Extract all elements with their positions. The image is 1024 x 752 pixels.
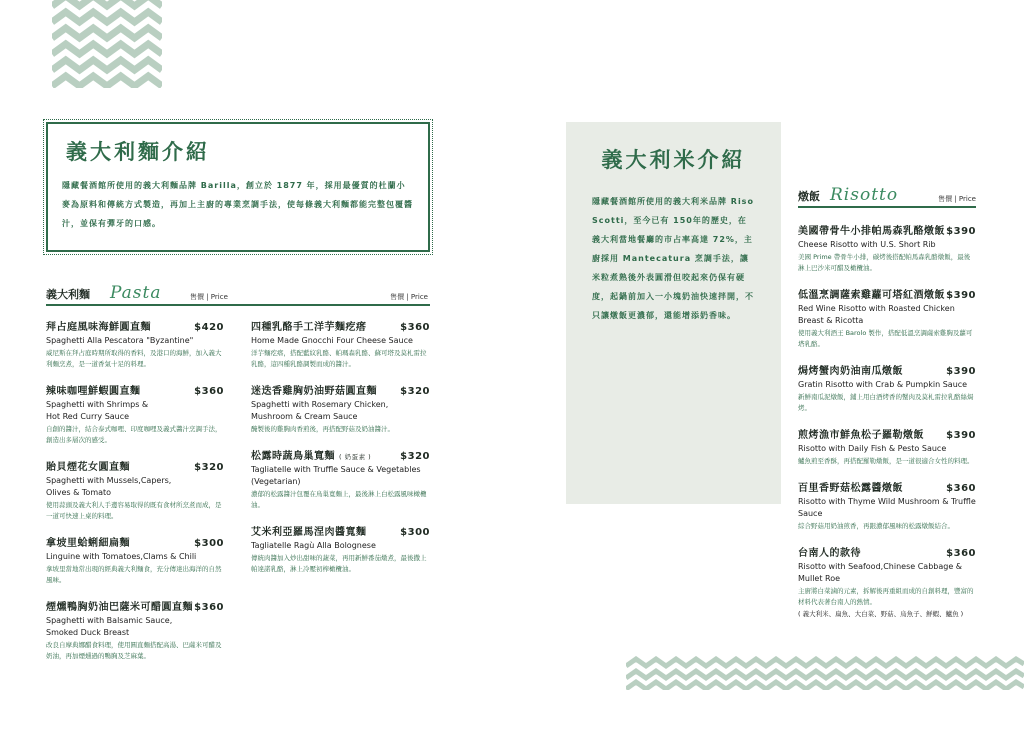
item-english-name: Risotto with Thyme Wild Mushroom & Truffle Sauce xyxy=(798,497,976,518)
menu-item xyxy=(798,544,976,620)
menu-item xyxy=(46,382,224,446)
item-description: 改良自摩典娜醋食料理，使用圓直麵搭配高湯、巴薩米可醋及奶油，再加煙燻過的鴨胸及芝麻葉。 xyxy=(46,641,222,660)
pasta-intro-box xyxy=(46,122,430,252)
pasta-section-header xyxy=(46,284,430,306)
item-english-name: Spaghetti with Balsamic Sauce, Smoked Duck Breast xyxy=(46,616,173,637)
item-english-name: Spaghetti Alla Pescatora "Byzantine" xyxy=(46,336,194,345)
item-price: $360 xyxy=(194,602,224,613)
item-description: 鱸魚煎至香酥，再搭配羅勒燉飯，是一道很適合女性的料理。 xyxy=(798,457,974,465)
item-name: 辣味咖哩鮮蝦圓直麵 xyxy=(46,386,141,397)
item-description: 綜合野菇用奶油煎香，再跟濃郁風味的松露燉飯結合。 xyxy=(798,522,954,530)
risotto-title-en: Risotto xyxy=(830,185,899,205)
item-price: $390 xyxy=(946,290,976,301)
item-english-name: Spaghetti with Shrimps & Hot Red Curry Sauce xyxy=(46,400,149,421)
pasta-intro-text: 隱藏餐酒館所使用的義大利麵品牌 Barilla，創立於 1877 年，採用最優質的杜蘭小麥為原料和傳統方式製造，再加上主廚的專業烹調手法，使每條義大利麵都能完整包覆醬汁，並保有彈牙的口感。 xyxy=(62,181,413,228)
item-name: 美國帶骨牛小排帕馬森乳酪燉飯 xyxy=(798,226,945,237)
item-english-name: Tagliatelle with Truffle Sauce & Vegetables (Vegetarian) xyxy=(251,465,421,486)
menu-item xyxy=(46,534,224,586)
item-name: 煎烤漁市鮮魚松子羅勒燉飯 xyxy=(798,430,924,441)
item-english-name: Risotto with Daily Fish & Pesto Sauce xyxy=(798,444,947,453)
menu-item xyxy=(798,362,976,414)
item-name: 焗烤蟹肉奶油南瓜燉飯 xyxy=(798,366,903,377)
item-description: 傳統肉醬加入炒出甜味的蔬菜，再用新鮮番茄燉煮，最後撒上帕達諾乳酪，淋上冷壓初榨橄欖油。 xyxy=(251,554,427,573)
menu-item xyxy=(46,318,224,370)
item-price: $390 xyxy=(946,226,976,237)
item-english-name: Gratin Risotto with Crab & Pumpkin Sauce xyxy=(798,380,968,389)
menu-item xyxy=(798,286,976,350)
menu-item xyxy=(798,479,976,532)
item-name: 貽貝煙花女圓直麵 xyxy=(46,462,130,473)
item-name xyxy=(251,447,371,462)
pasta-title-en: Pasta xyxy=(110,283,162,303)
item-name: 低溫烹調薩索雞蘿可塔紅酒燉飯 xyxy=(798,290,945,301)
item-english-name: Home Made Gnocchi Four Cheese Sauce xyxy=(251,336,413,345)
item-description: 拿坡里當地常出現的經典義大利麵食，充分傳達出海洋的自然風味。 xyxy=(46,565,222,584)
item-english-name: Red Wine Risotto with Roasted Chicken Breast & Ricotta xyxy=(798,304,955,325)
item-description: 新鮮南瓜泥燉飯，鋪上用白酒烤香的蟹肉及莫札雷拉乳酪絲焗烤。 xyxy=(798,393,974,412)
item-description: 美國 Prime 帶骨牛小排，碳烤後搭配帕馬森乳酪燉飯，最後淋上巴沙米可醋及橄欖油。 xyxy=(798,253,971,272)
menu-item xyxy=(798,222,976,274)
item-price: $300 xyxy=(400,527,430,538)
item-english-name: Linguine with Tomatoes,Clams & Chili xyxy=(46,552,197,561)
risotto-intro-title: 義大利米介紹 xyxy=(601,148,746,172)
item-ingredients-note: ( 義大利米、扁魚、大白菜、野菇、烏魚子、鮮蝦、鱸魚 ) xyxy=(798,610,964,618)
pasta-left-column xyxy=(46,318,224,674)
item-price: $360 xyxy=(400,322,430,333)
item-description: 洋芋麵疙瘩，搭配藍紋乳酪、帕瑪森乳酪、蘇可塔及莫札雷拉乳酪，這四種乳酪調製而成的醬汁。 xyxy=(251,349,427,368)
item-name: 拜占庭風味海鮮圓直麵 xyxy=(46,322,151,333)
vegetarian-tag: ( 奶蛋素 ) xyxy=(338,453,372,461)
menu-item xyxy=(251,318,430,370)
item-price: $360 xyxy=(946,483,976,494)
pasta-intro-title: 義大利麵介紹 xyxy=(66,140,210,164)
item-price: $300 xyxy=(194,538,224,549)
chevron-pattern-bottom xyxy=(626,656,1024,690)
item-description: 濃郁的松露醬汁包覆在鳥巢寬麵上，最後淋上白松露風味橄欖油。 xyxy=(251,490,427,509)
item-name: 台南人的款待 xyxy=(798,548,861,559)
item-name: 百里香野菇松露醬燉飯 xyxy=(798,483,903,494)
menu-item xyxy=(251,447,430,511)
risotto-column xyxy=(798,222,976,632)
item-name: 艾米利亞羅馬涅肉醬寬麵 xyxy=(251,527,367,538)
item-description: 使用義大利酒王 Barolo 製作，搭配低溫烹調薩索雞胸及蘿可塔乳酪。 xyxy=(798,329,973,348)
item-price: $420 xyxy=(194,322,224,333)
item-description: 自創的醬汁，結合泰式咖哩、印度咖哩及義式醬汁烹調手法，創造出多層次的感受。 xyxy=(46,425,222,444)
item-price: $360 xyxy=(194,386,224,397)
item-name: 煙燻鴨胸奶油巴薩米可醋圓直麵 xyxy=(46,602,193,613)
item-description: 威尼斯在拜占庭時期所取得的香料，及港口的海鮮，加入義大利麵烹煮，是一道香氣十足的料理。 xyxy=(46,349,222,368)
item-price: $320 xyxy=(194,462,224,473)
item-name: 拿坡里蛤蜊細扁麵 xyxy=(46,538,130,549)
menu-item xyxy=(46,458,224,522)
menu-item xyxy=(798,426,976,467)
item-name: 迷迭香雞胸奶油野菇圓直麵 xyxy=(251,386,377,397)
item-price: $320 xyxy=(400,386,430,397)
risotto-intro-panel xyxy=(566,122,781,504)
risotto-price-label: 售價 | Price xyxy=(938,195,976,203)
pasta-title-zh: 義大利麵 xyxy=(46,288,90,301)
item-description: 主廚將白菜滷的元素，拆解後再重組而成的自創料理，豐富的材料代表著台南人的熱情。 xyxy=(798,587,974,606)
item-english-name: Spaghetti with Mussels,Capers, Olives & Tomato xyxy=(46,476,172,497)
item-english-name: Cheese Risotto with U.S. Short Rib xyxy=(798,240,936,249)
item-name: 四種乳酪手工洋芋麵疙瘩 xyxy=(251,322,367,333)
item-english-name: Tagliatelle Ragù Alla Bolognese xyxy=(251,541,376,550)
item-price: $390 xyxy=(946,430,976,441)
item-english-name: Spaghetti with Rosemary Chicken, Mushroom & Cream Sauce xyxy=(251,400,389,421)
item-english-name: Risotto with Seafood,Chinese Cabbage & Mullet Roe xyxy=(798,562,963,583)
item-description: 使用蒜頭及義大利人手邊容易取得的既有食材所烹煮而成，是一道可快速上桌的料理。 xyxy=(46,501,222,520)
menu-item xyxy=(251,523,430,575)
risotto-title-zh: 燉飯 xyxy=(798,190,820,203)
item-price: $390 xyxy=(946,366,976,377)
menu-item xyxy=(46,598,224,662)
chevron-pattern-top xyxy=(52,0,162,88)
pasta-right-column xyxy=(251,318,430,587)
item-description: 醃製後的雞胸肉香煎後，再搭配野菇及奶油醬汁。 xyxy=(251,425,394,433)
item-price: $360 xyxy=(946,548,976,559)
pasta-price-label-left: 售價 | Price xyxy=(190,293,228,301)
risotto-intro-text: 隱藏餐酒館所使用的義大利米品牌 Riso Scotti，至今已有 150年的歷史，在義大利當地餐廳的市占率高達 72%，主廚採用 Mantecatura 烹調手法，讓米粒煮熟後外表圓滑但咬起來仍保有硬度，起鍋前加入一小塊奶油快速拌開，不只讓燉飯更濃郁，還能增添奶香味。 xyxy=(592,197,754,320)
item-name-text: 松露時蔬鳥巢寬麵 xyxy=(251,451,335,462)
menu-item xyxy=(251,382,430,435)
pasta-price-label-right: 售價 | Price xyxy=(390,293,428,301)
item-price: $320 xyxy=(400,451,430,462)
risotto-section-header xyxy=(798,186,976,208)
